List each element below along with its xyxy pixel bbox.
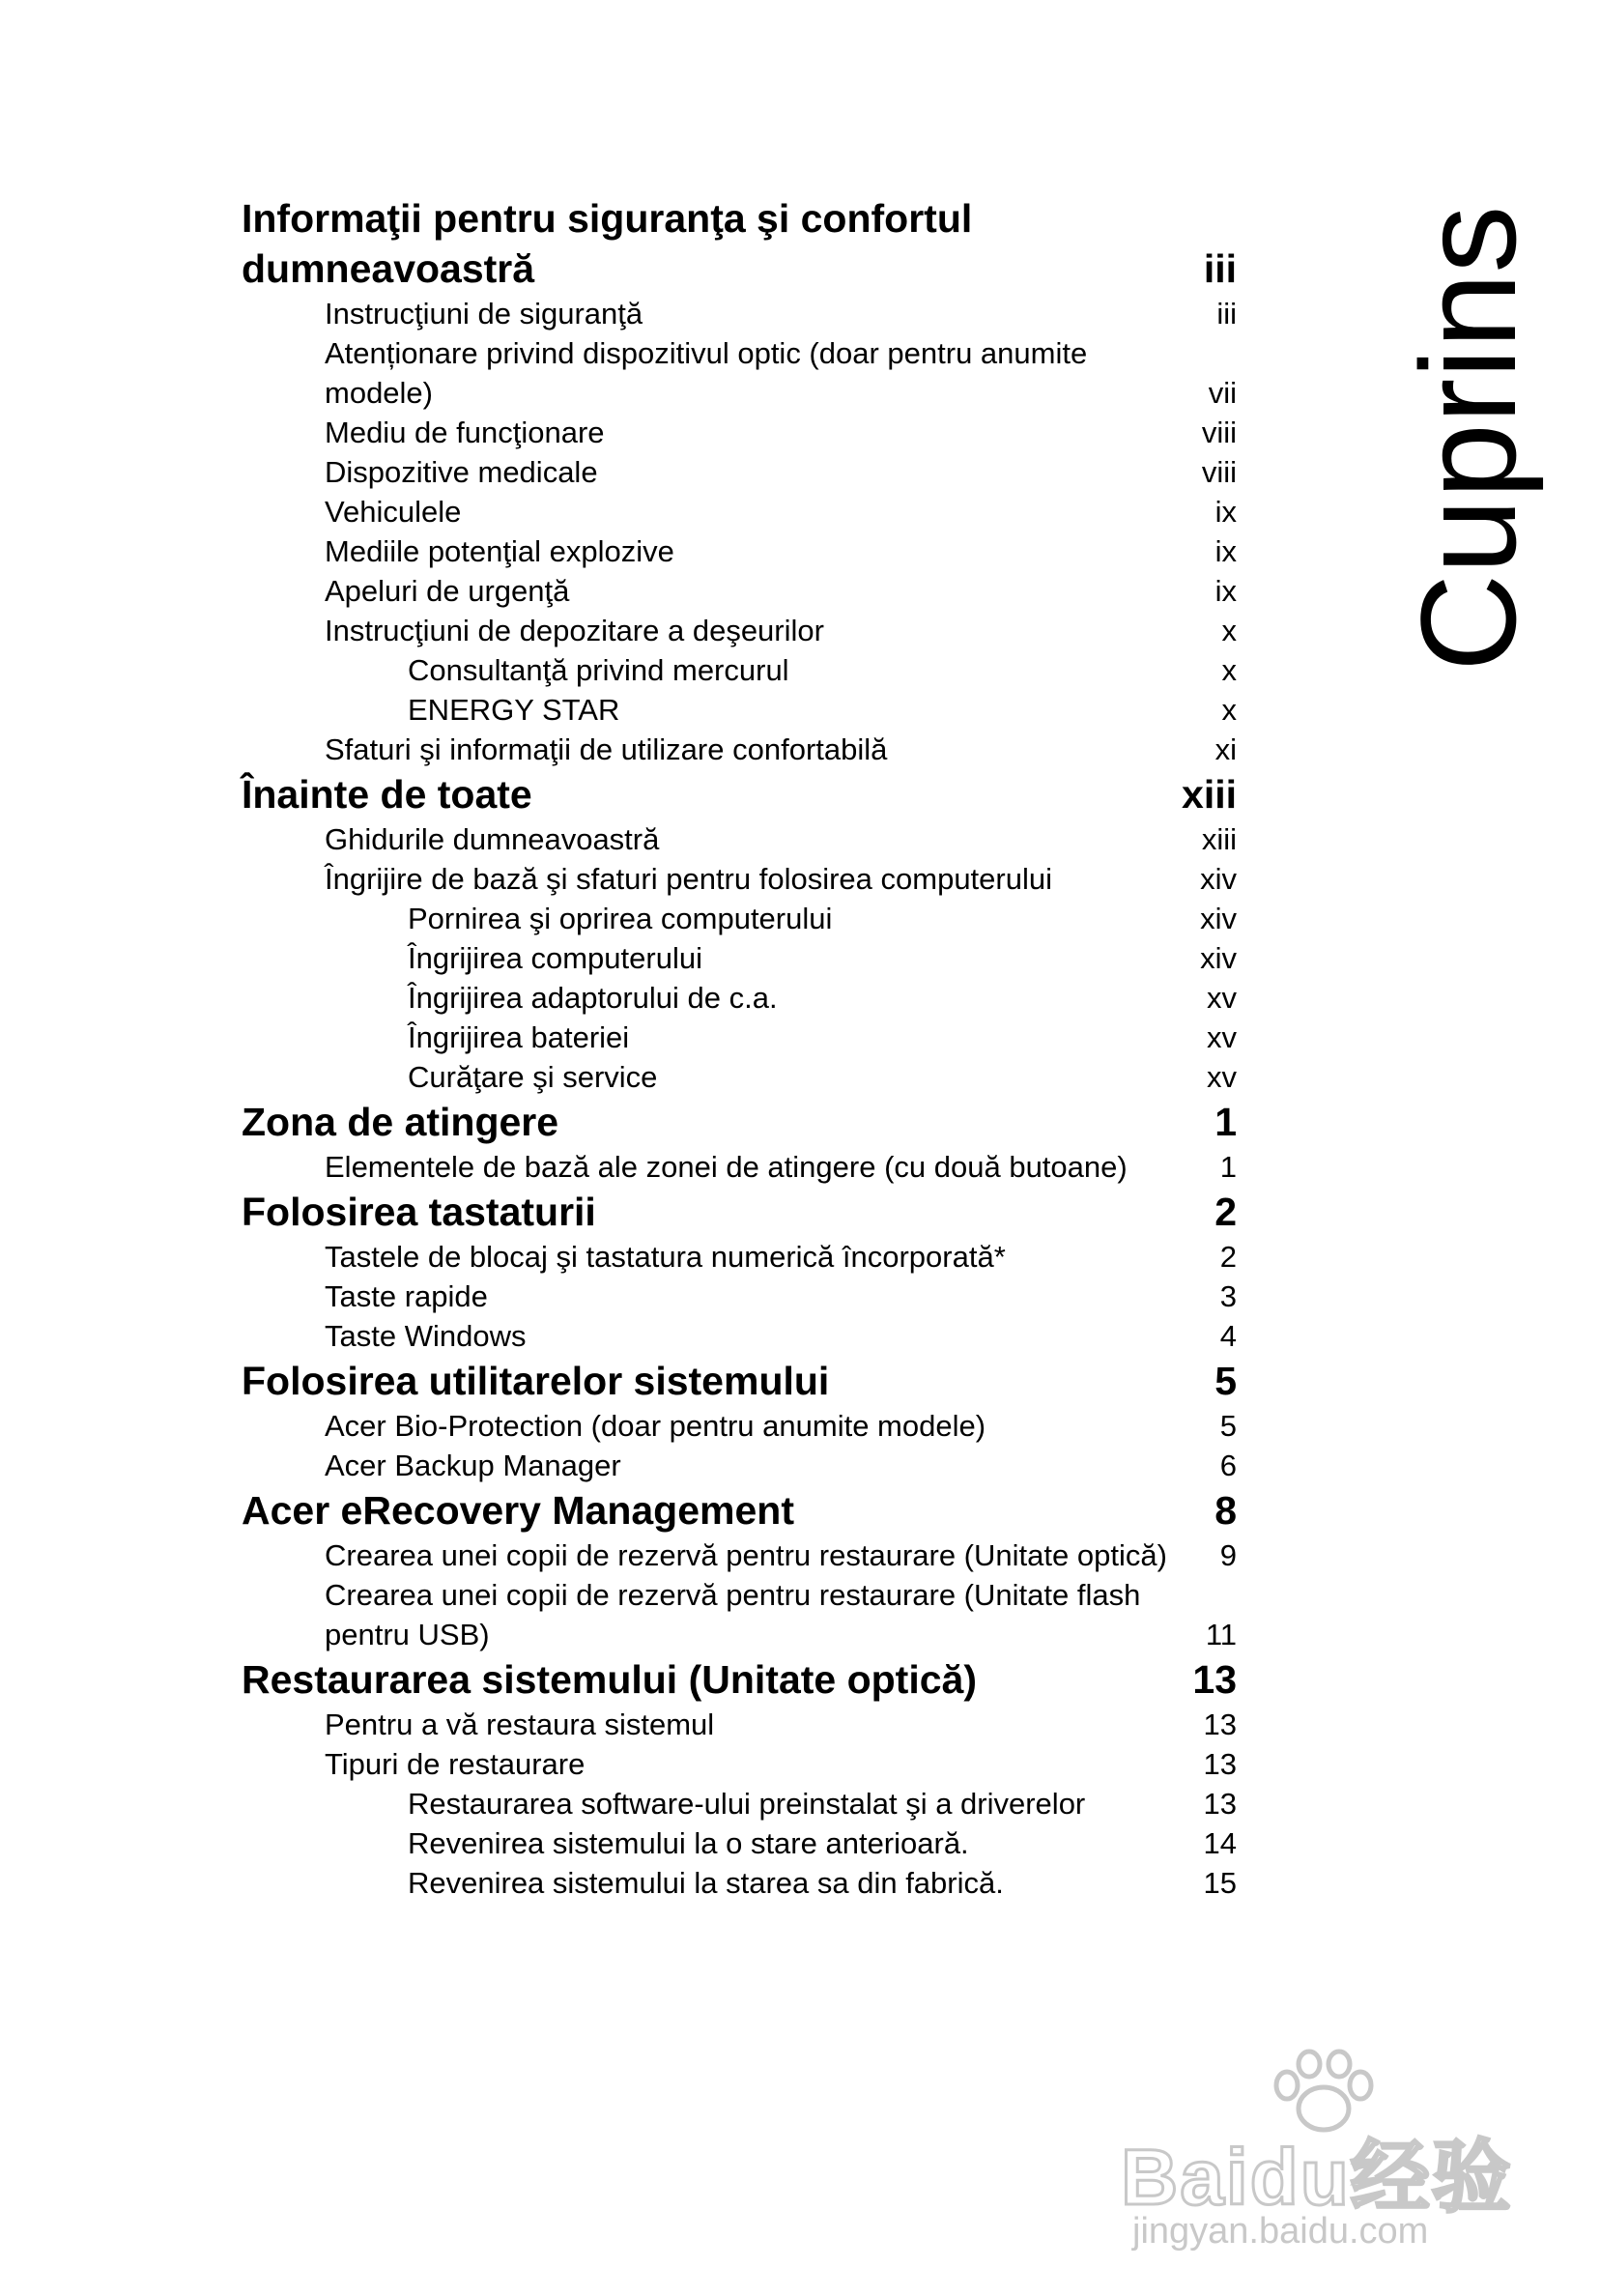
toc-entry-page: xv [1207, 1020, 1237, 1054]
toc-entry-page: 13 [1192, 1657, 1237, 1702]
toc-entry-page: 1 [1214, 1100, 1237, 1144]
toc-entry-page: 4 [1219, 1319, 1237, 1353]
toc-entry-page: 2 [1219, 1240, 1237, 1274]
toc-entry[interactable] [242, 819, 1237, 859]
toc-entry-title: Tipuri de restaurare [325, 1747, 586, 1781]
toc-entry[interactable] [242, 1575, 1237, 1654]
toc-entry[interactable] [242, 769, 1237, 819]
toc-entry-title: Consultanţă privind mercurul [408, 653, 789, 687]
toc-entry-title: Îngrijirea computerului [408, 941, 702, 975]
toc-entry[interactable] [242, 899, 1237, 938]
toc-entry-page: vii [1208, 376, 1237, 410]
toc-entry[interactable] [242, 1237, 1237, 1277]
toc-entry-title: Îngrijirea adaptorului de c.a. [408, 981, 778, 1015]
toc-entry-title: Instrucţiuni de siguranţă [325, 297, 643, 330]
toc-entry-page: ix [1214, 495, 1237, 529]
toc-entry-title: Revenirea sistemului la o stare anterioară. [408, 1826, 969, 1860]
toc-entry[interactable] [242, 1705, 1237, 1744]
toc-entry-title: Tastele de blocaj şi tastatura numerică încorporată* [325, 1240, 1006, 1274]
toc-entry[interactable] [242, 1485, 1237, 1535]
toc-entry-page: 8 [1214, 1488, 1237, 1533]
toc-entry-page: viii [1201, 455, 1237, 489]
toc-entry[interactable] [242, 1316, 1237, 1356]
toc-entry-title: Mediu de funcţionare [325, 416, 605, 449]
toc-entry-title: Pornirea şi oprirea computerului [408, 902, 833, 935]
toc-entry-page: 9 [1219, 1538, 1237, 1572]
toc-entry-title: Îngrijire de bază şi sfaturi pentru folosirea computerului [325, 862, 1052, 896]
toc-entry[interactable] [242, 294, 1237, 333]
toc-entry[interactable] [242, 611, 1237, 650]
toc-entry[interactable] [242, 1535, 1237, 1575]
toc-entry[interactable] [242, 690, 1237, 730]
toc-entry[interactable] [242, 1277, 1237, 1316]
toc-entry-title: Restaurarea software-ului preinstalat şi a driverelor [408, 1787, 1086, 1821]
toc-entry-page: xiv [1200, 862, 1237, 896]
toc-entry-page: xiv [1200, 902, 1237, 935]
toc-entry-page: 1 [1219, 1150, 1237, 1184]
toc-entry[interactable] [242, 730, 1237, 769]
side-title-text: Cuprins [1392, 205, 1544, 672]
toc-entry-title: Informaţii pentru siguranţa şi confortul dumneavoastră [242, 196, 973, 291]
toc-entry[interactable] [242, 413, 1237, 452]
toc-entry[interactable] [242, 193, 1237, 294]
toc-entry-title: Vehiculele [325, 495, 462, 529]
toc-entry-page: xv [1207, 981, 1237, 1015]
toc-entry[interactable] [242, 1446, 1237, 1485]
toc-entry-page: xiii [1182, 772, 1237, 817]
toc-entry[interactable] [242, 1057, 1237, 1097]
toc-entry[interactable] [242, 1863, 1237, 1903]
toc-entry-page: iii [1216, 297, 1237, 330]
toc-entry-title: Dispozitive medicale [325, 455, 598, 489]
toc-entry[interactable] [242, 650, 1237, 690]
toc-entry-title: Acer Backup Manager [325, 1449, 621, 1482]
toc-entry[interactable] [242, 452, 1237, 492]
toc-entry-page: ix [1214, 574, 1237, 608]
toc-entry-title: Atenționare privind dispozitivul optic (doar pentru anumite modele) [325, 336, 1088, 410]
toc-entry-page: 11 [1205, 1618, 1237, 1651]
watermark-url: jingyan.baidu.com [1132, 2211, 1429, 2252]
toc-entry-title: Apeluri de urgenţă [325, 574, 570, 608]
toc-entry-page: 5 [1214, 1359, 1237, 1403]
toc-entry-title: Instrucţiuni de depozitare a deşeurilor [325, 614, 824, 647]
toc-entry-title: Folosirea utilitarelor sistemului [242, 1359, 830, 1403]
toc-entry-page: x [1221, 653, 1237, 687]
watermark-brand: Baidu经验 [1121, 2134, 1513, 2222]
toc-entry[interactable] [242, 1147, 1237, 1187]
toc-entry-page: ix [1214, 534, 1237, 568]
toc-entry[interactable] [242, 938, 1237, 978]
toc-entry-title: Acer eRecovery Management [242, 1488, 794, 1533]
toc-entry-title: Taste rapide [325, 1279, 488, 1313]
toc-entry-page: 13 [1203, 1708, 1237, 1741]
toc-entry[interactable] [242, 333, 1237, 413]
toc-entry[interactable] [242, 978, 1237, 1018]
toc-entry-page: viii [1201, 416, 1237, 449]
toc-entry-title: Taste Windows [325, 1319, 527, 1353]
toc-entry-page: 5 [1219, 1409, 1237, 1443]
toc-entry[interactable] [242, 1018, 1237, 1057]
toc-entry-title: Acer Bio-Protection (doar pentru anumite modele) [325, 1409, 986, 1443]
chapter-side-title [1285, 188, 1544, 691]
toc-entry-page: 14 [1203, 1826, 1237, 1860]
toc-entry-title: Crearea unei copii de rezervă pentru restaurare (Unitate optică) [325, 1538, 1167, 1572]
toc-entry-page: xiii [1201, 822, 1237, 856]
toc-entry[interactable] [242, 1406, 1237, 1446]
toc-entry[interactable] [242, 531, 1237, 571]
toc-entry-title: ENERGY STAR [408, 693, 620, 727]
toc-entry-title: Curăţare şi service [408, 1060, 658, 1094]
toc-entry[interactable] [242, 1187, 1237, 1237]
toc-entry-title: Mediile potenţial explozive [325, 534, 674, 568]
toc-entry-title: Revenirea sistemului la starea sa din fabrică. [408, 1866, 1004, 1900]
toc-entry-title: Zona de atingere [242, 1100, 559, 1144]
toc-entry[interactable] [242, 1654, 1237, 1705]
toc-entry-title: Ghidurile dumneavoastră [325, 822, 660, 856]
table-of-contents [242, 193, 1237, 1903]
toc-entry-page: iii [1203, 246, 1237, 291]
toc-entry-page: 2 [1214, 1190, 1237, 1234]
toc-entry-page: 3 [1219, 1279, 1237, 1313]
toc-entry-title: Pentru a vă restaura sistemul [325, 1708, 715, 1741]
toc-entry[interactable] [242, 492, 1237, 531]
toc-entry[interactable] [242, 1744, 1237, 1784]
toc-entry-title: Înainte de toate [242, 772, 532, 817]
toc-entry[interactable] [242, 1823, 1237, 1863]
toc-entry-title: Îngrijirea bateriei [408, 1020, 630, 1054]
toc-entry-page: 15 [1203, 1866, 1237, 1900]
toc-entry-title: Elementele de bază ale zonei de atingere (cu două butoane) [325, 1150, 1128, 1184]
toc-entry-page: 6 [1219, 1449, 1237, 1482]
toc-entry-page: x [1221, 614, 1237, 647]
toc-entry-title: Sfaturi şi informaţii de utilizare confortabilă [325, 732, 888, 766]
toc-entry-title: Folosirea tastaturii [242, 1190, 596, 1234]
toc-entry-page: xiv [1200, 941, 1237, 975]
toc-entry-page: xv [1207, 1060, 1237, 1094]
toc-entry[interactable] [242, 571, 1237, 611]
toc-entry[interactable] [242, 859, 1237, 899]
toc-entry-title: Restaurarea sistemului (Unitate optică) [242, 1657, 977, 1702]
toc-entry-page: 13 [1203, 1787, 1237, 1821]
toc-entry[interactable] [242, 1784, 1237, 1823]
toc-entry[interactable] [242, 1356, 1237, 1406]
toc-entry[interactable] [242, 1097, 1237, 1147]
toc-entry-page: 13 [1203, 1747, 1237, 1781]
toc-entry-title: Crearea unei copii de rezervă pentru restaurare (Unitate flash pentru USB) [325, 1578, 1141, 1651]
toc-entry-page: xi [1214, 732, 1237, 766]
baidu-watermark [1121, 2049, 1527, 2252]
toc-entry-page: x [1221, 693, 1237, 727]
